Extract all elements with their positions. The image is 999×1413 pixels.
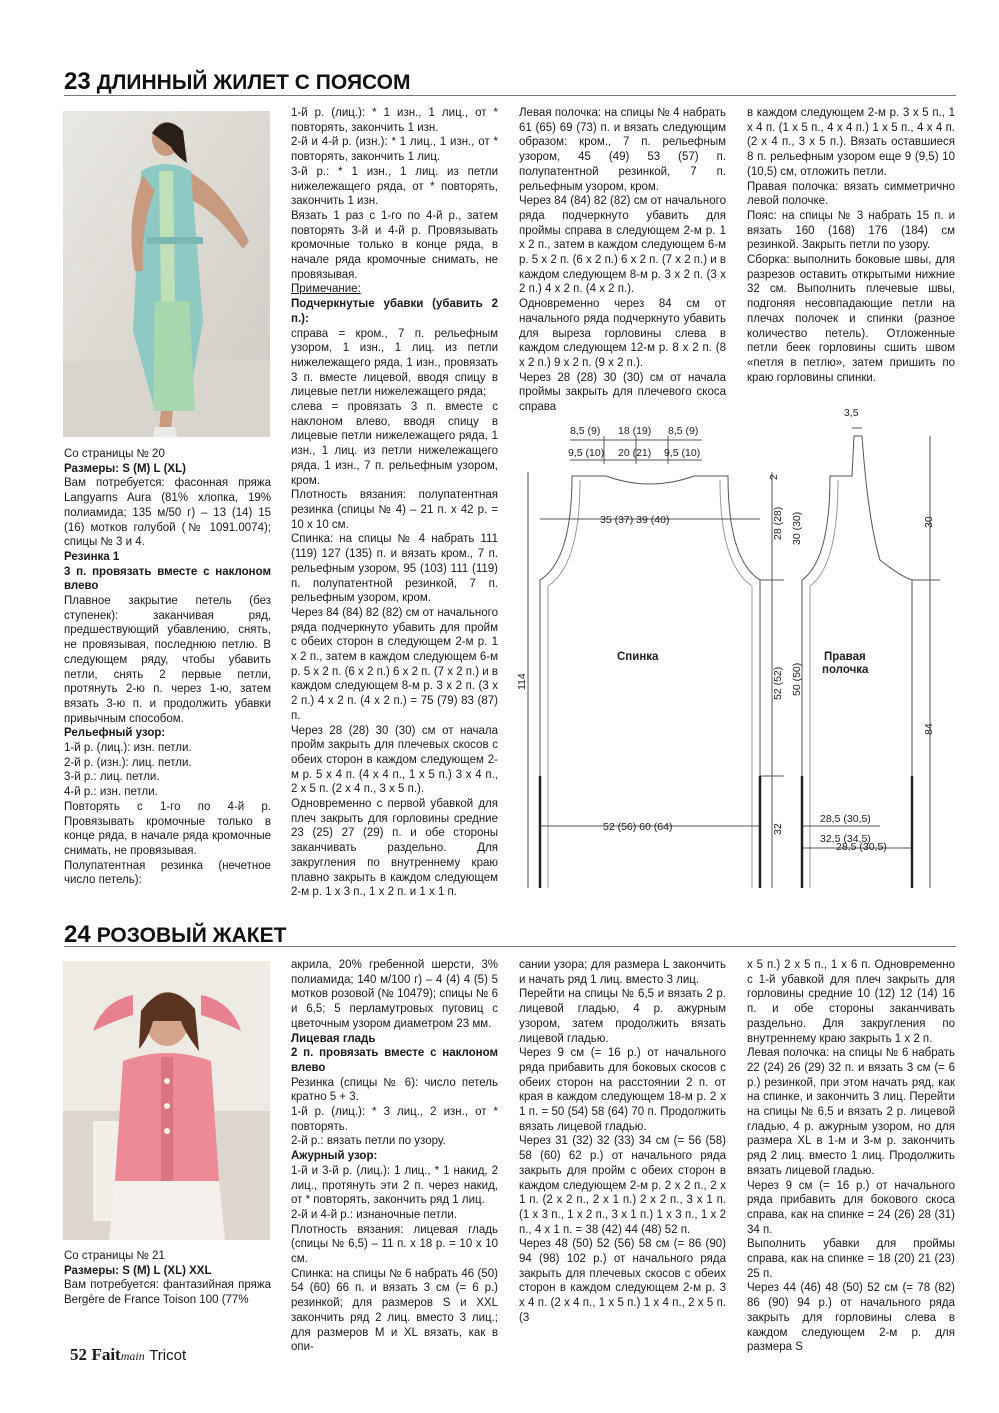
dim-side-2: 50 (50) [791,662,803,696]
note-right: справа = кром., 7 п. рельефным узором, 1 изн., 1 лиц. из петли нижележащего ряда, 1 изн., провязать 3 п. вместе лицевой, вводя спицу в лицевые петли нижележащего ряда; [291,327,498,399]
gauge: Плотность вязания: лицевая гладь (спицы № 6,5) – 11 п. х 18 р. = 10 х 10 см. [291,1223,498,1266]
rib-row-1: 1-й р. (лиц.): * 3 лиц., 2 изн., от * повторять. [291,1106,498,1133]
brand-main: main [120,1349,145,1363]
back-neckline: Одновременно с первой убавкой для плеч закрыть для горловины средние 23 (25) 27 (29) п. и обе стороны заканчивать раздельно. Для закругления по внутреннему краю плавно закрыть в каждом следующем 2-м р. 1 х 3 п., 1 х 2 п. и 1 х 1 п. [291,798,498,899]
relief-repeat: Повторять с 1-го по 4-й р. Провязывать кромочные только в конце ряда, в начале ряда кромочные снимать, не провязывая. [64,800,271,857]
rib-row-2-4: 2-й и 4-й р. (изн.): * 1 лиц., 1 изн., от * повторять, закончить 1 лиц. [291,136,498,164]
back: Спинка: на спицы № 6 набрать 46 (50) 54 (60) 66 п. и вязать 3 см (= 6 р.) резинкой; для размеров S и XXL закончить ряд 2 лиц. вместо 3 лиц.; для размеров M и XL вязать, как в опи- [291,1267,498,1354]
dim-band: 3,5 [844,407,859,419]
back-armholes: Через 31 (32) 32 (33) 34 см (= 56 (58) 58 (60) 62 р.) от начального ряда закрыть для пройм с обеих сторон в каждом следующем 2-м р. 2 х 2 п., 2 х 1 п. (2 х 2 п., 2 х 1 п.) 2 х 2 п., 3 х 1 п. (1 х 3 п., 1 х 2 п., 3 х 1 п.) 1 х 3 п., 1 х 2 п., 4 х 1 п. = 38 (42) 44 (48) 52 п. [519,1135,726,1236]
brand-name [91,1345,144,1364]
back-cast-on: Спинка: на спицы № 4 набрать 111 (119) 127 (135) п. и вязать кром., 7 п. рельефным узором, 95 (103) 111 (119) п. полупатентной резинкой, 7 п. рельефным узором, кром. [291,533,498,605]
pattern-23-rule [64,95,956,96]
back-shoulders: Через 48 (50) 52 (56) 58 см (= 86 (90) 94 (98) 102 р.) от начального ряда закрыть для плечевых скосов с обеих сторон в каждом следующем 2-м р. 3 х 4 п. (2 х 4 п., 1 х 5 п.) 1 х 4 п., 2 х 5 п. (3 [519,1238,726,1324]
pattern-24-title [64,921,286,949]
back-armholes: Через 84 (84) 82 (82) см от начального ряда подчеркнуто убавить для пройм с обеих сторон в следующем 2-м р. 1 х 2 п., затем в каждом следующем 6-м р. 5 х 2 п. (6 х 2 п.) 6 х 2 п. (7 х 2 п.) и в каждом следующем 8-м р. 3 х 2 п. (3 х 2 п.) 4 х 2 п. (4 х 2 п.) = 75 (79) 83 (87) п. [291,606,498,722]
stitch-rib-1: Резинка 1 [64,550,120,563]
dim-hem: 52 (56) 60 (64) [603,821,673,833]
half-fisherman-rib: Полупатентная резинка (нечетное число петель): [64,859,271,887]
relief-row-2: 2-й р. (изн.): лиц. петли. [64,756,192,769]
magazine-name: Tricot [149,1347,187,1364]
rib-repeat: Вязать 1 раз с 1-го по 4-й р., затем повторять 3-й и 4-й р. Провязывать кромочные только в конце ряда, в начале ряда кромочные снимать, не провязывая. [291,209,498,281]
relief-pattern-title: Рельефный узор: [64,727,166,740]
pattern-23-title-text: ДЛИННЫЙ ЖИЛЕТ С ПОЯСОМ [96,71,411,94]
left-front-armhole: Через 84 (84) 82 (82) см от начального ряда подчеркнуто убавить для проймы справа в следующем 2-м р. 1 х 2 п., затем в каждом следующем 6-м р. 5 х 2 п. (6 х 2 п.) 6 х 2 п. (7 х 2 п.) и в каждом следующем 8-м р. 3 х 2 п. (3 х 2 п.) 4 х 2 п. (4 х 2 п.). [519,195,726,296]
stockinette: Лицевая гладь [291,1032,376,1045]
pattern-24-col-2 [291,958,498,1355]
pattern-23-title [64,68,411,96]
relief-row-3: 3-й р.: лиц. петли. [64,771,160,784]
left-front-armhole: Выполнить убавки для проймы справа, как на спинке = 18 (20) 21 (23) 25 п. [747,1238,955,1280]
pattern-24-col-4 [747,958,955,1355]
dim-armhole-2: 30 (30) [791,511,803,545]
gauge: Плотность вязания: полупатентная резинка (спицы № 4) – 21 п. х 42 р. = 10 х 10 см. [291,489,498,531]
dim-slit: 32 [772,823,784,835]
pattern-23-col-1 [64,447,271,888]
materials: Вам потребуется: фантазийная пряжа Bergère de France Toison 100 (77% [64,1279,271,1307]
back-cont: сании узора; для размера L закончить и начать ряд 1 лиц. вместо 3 лиц. [519,959,726,986]
back-increases: Через 9 см (= 16 р.) от начального ряда прибавить для боковых скосов с обеих сторон на расстоянии 2 п. от края в каждом следующем 18-м р. 2 х 1 п. = 50 (54) 58 (64) 70 п. Продолжить вязать лицевой гладью. [519,1047,726,1133]
left-front-neckline: Через 44 (46) 48 (50) 52 см (= 78 (82) 86 (90) 94 р.) от начального ряда закрыть для горловины слева в каждом следующем 2-м р. для размера S [747,1282,955,1354]
relief-row-4: 4-й р.: изн. петли. [64,786,158,799]
dim-side-1: 52 (52) [772,666,784,700]
sizes: Размеры: S (M) L (XL) [64,462,186,475]
pattern-24-col-3 [519,958,726,1326]
dim-shoulder-left-2: 9,5 (10) [568,447,605,459]
left-front-cast-on: Левая полочка: на спицы № 4 набрать 61 (65) 69 (73) п. и вязать следующим образом: кром., 7 п. рельефным узором, 45 (49) 53 (57) п. полупатентной резинкой, 7 п. рельефным узором, кром. [519,107,726,193]
back-shoulders: Через 28 (28) 30 (30) см от начала пройм закрыть для плечевых скосов с обеих сторон в каждом следующем 2-м р. 5 х 4 п. (4 х 4 п., 1 х 5 п.) 3 х 4 п., 2 х 5 п. (2 х 4 п., 3 х 5 п.). [291,724,498,796]
front-label-1: Правая [824,651,866,663]
dim-shoulder-left: 8,5 (9) [570,425,601,437]
dim-front-30: 30 [923,516,935,528]
pattern-24-rule [64,946,956,947]
materials: Вам потребуется: фасонная пряжа Langyarns Aura (81% хлопка, 19% полиамида; 135 м/50 г) – 13 (14) 15 (16) мотков голубой (№ 1091.0074); спицы № 3 и 4. [64,477,271,549]
rib: Резинка (спицы № 6): число петель кратно 5 + 3. [291,1076,498,1104]
cardigan-photo [63,961,270,1240]
dim-shoulder-right: 8,5 (9) [668,425,699,437]
schematic-diagram [510,400,960,900]
dim-length: 114 [516,673,528,690]
back-label: Спинка [617,651,659,663]
back-needles: Перейти на спицы № 6,5 и вязать 2 р. лицевой гладью, 4 р. ажурным узором, затем продолжить вязать лицевой гладью. [519,988,726,1045]
page-footer [70,1345,186,1365]
vest-photo [63,111,270,437]
note-title: Примечание: [291,283,361,296]
pattern-24-number: 24 [64,921,91,948]
dim-neck-top: 18 (19) [618,425,652,437]
stitch-smooth-bindoff: Плавное закрытие петель (без ступенек): заканчивая ряд, предшествующий убавлению, снять, не провязывая, последнюю петлю. В следующем ряду, чтобы убавить петли, снять 2 первые петли, протянуть 2-ю п. через 1-ю, затем вязать 3-ю п. и продолжить убавки привычным способом. [64,595,271,725]
page-number: 52 [70,1345,87,1364]
left-front-shoulder-cont: в каждом следующем 2-м р. 3 х 5 п., 1 х 4 п. (1 х 5 п., 4 х 4 п.) 1 х 5 п., 4 х 4 п. (2 х 4 п., 3 х 5 п.). Вязать оставшиеся 8 п. рельефным узором еще 9 (9,5) 10 (10,5) см, отложить петли. [747,107,955,178]
assembly: Сборка: выполнить боковые швы, для разрезов оставить открытыми нижние 32 см. Выполнить плечевые швы, подгоняя несовпадающие петли на плечах полочек и спинки (разное количество петель). Отложенные петли беек горловины сшить швом «петля в петлю», затем пришить по краю горловины спинки. [747,254,955,384]
dim-front-84: 84 [923,723,935,735]
rib-row-1: 1-й р. (лиц.): * 1 изн., 1 лиц., от * повторять, закончить 1 изн. [291,107,498,134]
rib-row-3: 3-й р.: * 1 изн., 1 лиц. из петли нижележащего ряда, от * повторять, закончить 1 изн. [291,165,498,208]
note-decreases: Подчеркнутые убавки (убавить 2 п.): [291,298,498,325]
dim-neck-bottom: 20 (21) [618,447,652,459]
dim-front-hem-1: 28,5 (30,5) [836,841,887,853]
pattern-24-title-text: РОЗОВЫЙ ЖАКЕТ [96,924,287,947]
materials-cont: акрила, 20% гребенной шерсти, 3% полиамида; 140 м/100 г) – 4 (4) 4 (5) 5 мотков розовой (№ 10479); спицы № 6 и 6,5; 5 перламутровых пуговиц с цветочным узором диаметром 23 мм. [291,959,498,1030]
lace-title: Ажурный узор: [291,1150,378,1163]
left-front-shoulder: Через 28 (28) 30 (30) см от начала проймы закрыть для плечевого скоса справа [519,371,726,414]
stitch-k3tog: 3 п. провязать вместе с наклоном влево [64,565,271,593]
left-front: Левая полочка: на спицы № 6 набрать 22 (24) 26 (29) 32 п. и вязать 3 см (= 6 р.) резинкой, при этом начать ряд, как на спинке, и закончить 3 лиц. Перейти на спицы № 6,5 и вязать 2 р. лицевой гладью, 4 р. ажурным узором, но для размера XL в 1-м и 3-м р. закончить ряд 2 лиц. вместо 1 лиц. Продолжить вязать лицевой гладью. [747,1047,955,1177]
dim-shoulder-right-2: 9,5 (10) [664,447,701,459]
pattern-23-col-3 [519,106,726,415]
back-neckline: х 5 п.) 2 х 5 п., 1 х 6 п. Одновременно с 1-й убавкой для плеч закрыть для горловины средние 10 (12) 12 (14) 16 п. и обе стороны заканчивать раздельно. Для закругления по внутреннему краю закрыть 1 х 2 п. [747,959,955,1045]
relief-row-1: 1-й р. (лиц.): изн. петли. [64,742,192,755]
pattern-23-col-4 [747,106,955,385]
dim-chest: 35 (37) 39 (40) [600,514,670,526]
lace-row-1-3: 1-й и 3-й р. (лиц.): 1 лиц., * 1 накид, 2 лиц., протянуть эти 2 п. через накид, от * повторять, закончить ряд 1 лиц. [291,1164,498,1207]
dim-front-hem-2: 32,5 (34,5) [820,833,871,845]
note-left: слева = провязать 3 п. вместе с наклоном влево, вводя спицу в лицевые петли нижележащего ряда, 1 изн., 1 лиц. из петли нижележащего ряда, 1 изн., 7 п. рельефным узором, кром. [291,401,498,487]
rib-row-2: 2-й р.: вязать петли по узору. [291,1135,446,1148]
left-front-increase: Через 9 см (= 16 р.) от начального ряда прибавить для бокового скоса справа, как на спинке = 24 (26) 28 (31) 34 п. [747,1179,955,1236]
k2tog: 2 п. провязать вместе с наклоном влево [291,1047,498,1074]
lace-row-2-4: 2-й и 4-й р.: изнаночные петли. [291,1208,458,1221]
brand-fait: Fait [91,1345,121,1364]
front-label-2: полочка [822,664,869,676]
right-front: Правая полочка: вязать симметрично левой полочке. [747,180,955,208]
left-front-neckline: Одновременно через 84 см от начального ряда подчеркнуто убавить для выреза горловины слева в каждом следующем 12-м р. 8 х 2 п. (8 х 2 п.) 9 х 2 п. (9 х 2 п.). [519,298,726,369]
dim-armhole-1: 28 (28) [772,506,784,540]
pattern-24-col-1 [64,1249,271,1308]
pattern-23-number: 23 [64,68,91,95]
source-page: Со страницы № 20 [64,448,165,460]
belt: Пояс: на спицы № 3 набрать 15 п. и вязать 160 (168) 176 (184) см резинкой. Закрыть петли по узору. [747,209,955,252]
source-page: Со страницы № 21 [64,1250,165,1262]
dim-2: 2 [768,474,780,480]
pattern-23-col-2 [291,106,498,900]
sizes: Размеры: S (M) L (XL) XXL [64,1264,212,1277]
dim-front-width: 28,5 (30,5) [820,813,871,825]
